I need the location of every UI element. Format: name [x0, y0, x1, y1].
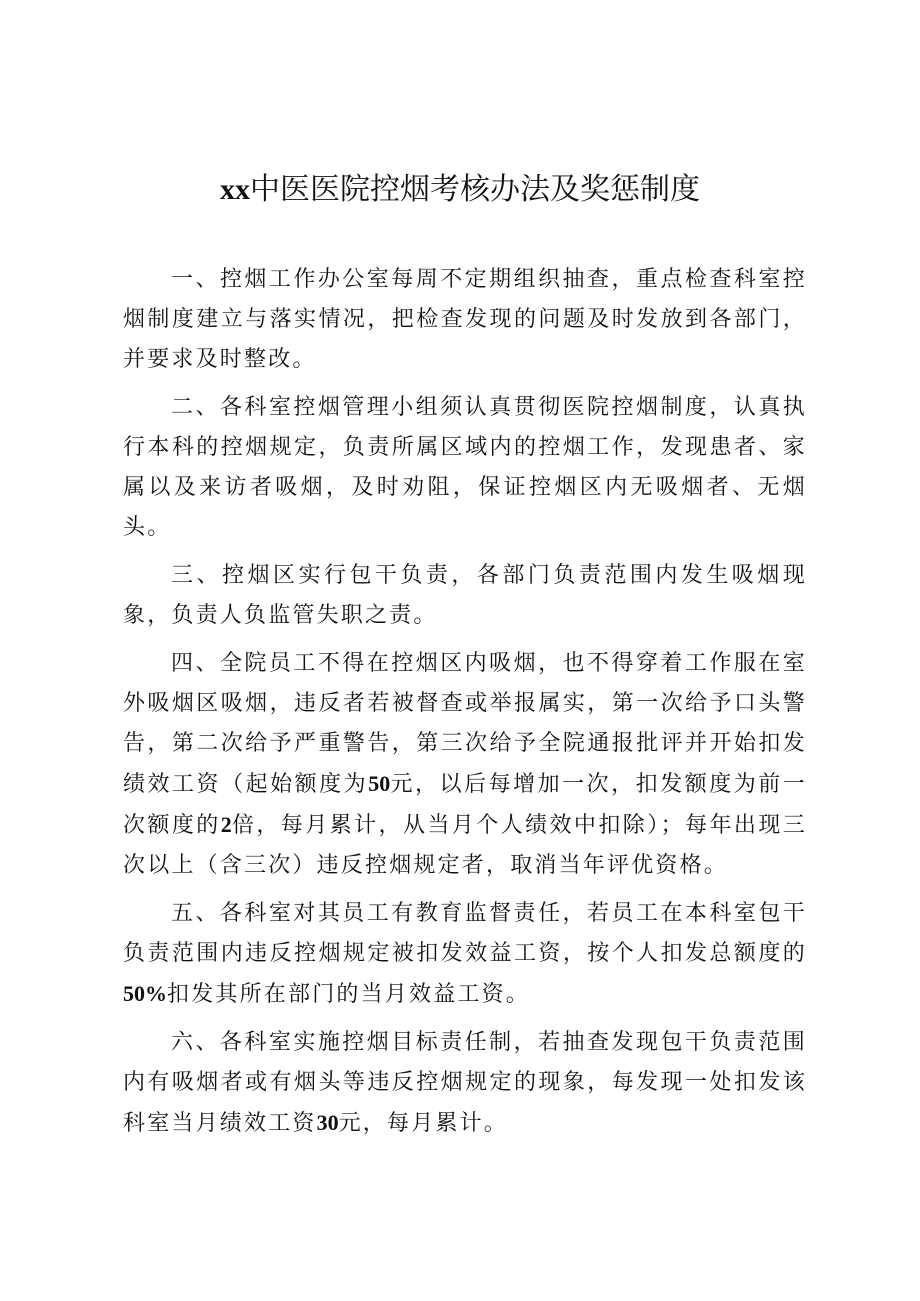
- paragraph-6: [123, 1023, 807, 1144]
- paragraph-2: 二、各科室控烟管理小组须认真贯彻医院控烟制度，认真执行本科的控烟规定，负责所属区域内的控烟工作，发现患者、家属以及来访者吸烟，及时劝阻，保证控烟区内无吸烟者、无烟头。: [123, 395, 807, 540]
- paragraph-6-part-1: 六、各科室实施控烟目标责任制，若抽查发现包干负责范围内有吸烟者或有烟头等违反控烟规定的现象，每发现一处扣发该科室当月绩效工资: [123, 1030, 807, 1136]
- paragraph-6-part-2: 元，每月累计。: [338, 1111, 509, 1136]
- paragraph-4: [123, 644, 807, 886]
- paragraph-5: [123, 894, 807, 1015]
- paragraph-3: 三、控烟区实行包干负责，各部门负责范围内发生吸烟现象，负责人负监管失职之责。: [123, 563, 807, 628]
- paragraph-4-part-2: 元，以后每增加一次，扣发额度为前一次额度的: [123, 772, 807, 838]
- document-title: [0, 168, 920, 212]
- title-main: 中医医院控烟考核办法及奖惩制度: [250, 172, 700, 207]
- paragraph-6-amount: 30: [316, 1110, 339, 1135]
- document-body: [123, 260, 807, 1152]
- paragraph-1: 一、控烟工作办公室每周不定期组织抽查，重点检查科室控烟制度建立与落实情况，把检查发现的问题及时发放到各部门，并要求及时整改。: [123, 267, 807, 372]
- paragraph-5-part-2: 扣发其所在部门的当月效益工资。: [167, 982, 531, 1007]
- title-prefix: xx: [220, 173, 250, 206]
- paragraph-4-amount: 50: [368, 771, 391, 796]
- paragraph-5-part-1: 五、各科室对其员工有教育监督责任，若员工在本科室包干负责范围内违反控烟规定被扣发效益工资，按个人扣发总额度的: [123, 901, 807, 966]
- paragraph-4-part-1: 四、全院员工不得在控烟区内吸烟，也不得穿着工作服在室外吸烟区吸烟，违反者若被督查或举报属实，第一次给予口头警告，第二次给予严重警告，第三次给予全院通报批评并开始扣发绩效工资（起始额度为: [123, 651, 807, 797]
- paragraph-4-part-3: 倍，每月累计，从当月个人绩效中扣除）；每年出现三次以上（含三次）违反控烟规定者，取消当年评优资格。: [123, 813, 807, 878]
- paragraph-4-multiplier: 2: [220, 812, 232, 837]
- paragraph-5-percent: 50%: [123, 981, 167, 1006]
